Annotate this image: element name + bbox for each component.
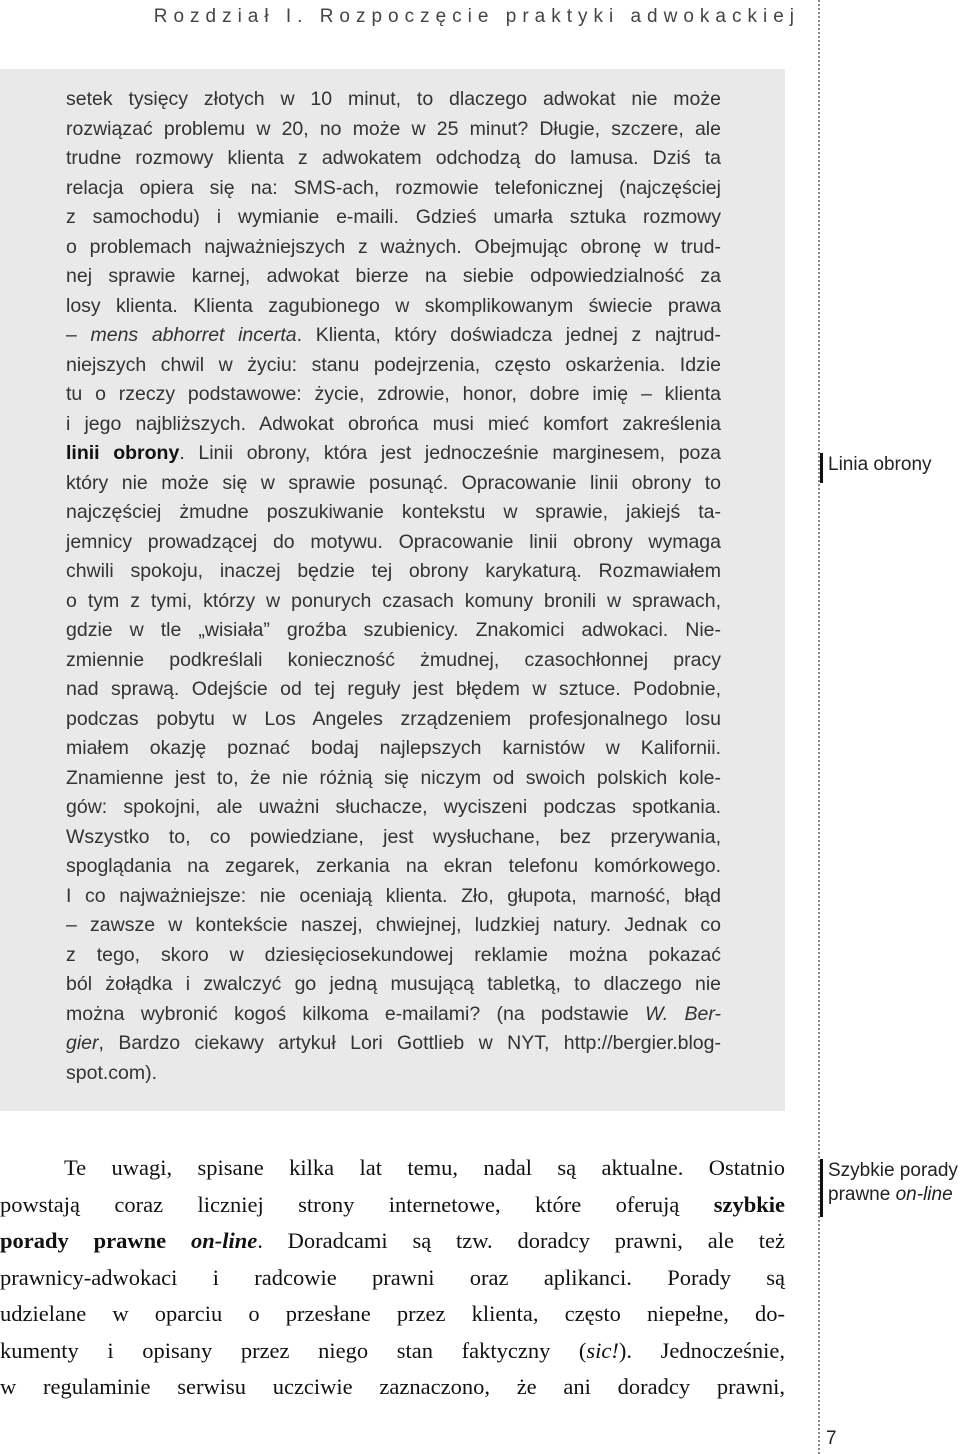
quote-line: z samochodu) i wymianie e-maili. Gdzieś umarła sztuka rozmowy: [66, 206, 721, 228]
margin-note-linia-obrony: [820, 453, 960, 477]
quote-line: ból żołądka i zwalczyć go jedną musującą tabletką, to dlaczego nie: [66, 973, 721, 995]
quote-line: który nie może się w sprawie posunąć. Opracowanie linii obrony to: [66, 471, 721, 494]
quote-line: nej sprawie karnej, adwokat bierze na siebie odpowiedzialność za: [66, 265, 721, 287]
running-header: Rozdział I. Rozpoczęcie praktyki adwokackiej: [153, 6, 800, 27]
margin-divider: [818, 0, 820, 1454]
quote-line: Wszystko to, co powiedziane, jest wysłuchane, bez przerywania,: [66, 825, 721, 848]
key-term: szybkie: [713, 1191, 785, 1217]
dash: –: [66, 324, 91, 346]
quote-line: tu o rzeczy podstawowe: życie, zdrowie, honor, dobre imię – klienta: [66, 383, 721, 405]
body-line: [0, 1187, 785, 1224]
margin-note-bar: [820, 453, 823, 483]
margin-note-bar: [820, 1159, 823, 1217]
quote-line: najczęściej żmudne poszukiwanie kontekstu w sprawie, jakiejś ta-: [66, 501, 721, 523]
quote-line: [66, 1029, 721, 1059]
body-line: [0, 1333, 785, 1370]
quote-text: [66, 85, 721, 1088]
key-term-italic: on-line: [190, 1228, 258, 1253]
quote-line: gdzie w tle „wisiała” groźba szubienicy. Znakomici adwokaci. Nie-: [66, 619, 721, 641]
quote-line: rozwiązać problemu w 20, no może w 25 minut? Długie, szczere, ale: [66, 117, 721, 140]
quote-line: spoglądania na zegarek, zerkania na ekran telefonu komórkowego.: [66, 855, 721, 877]
key-term: linii obrony: [66, 442, 180, 464]
key-term-part: porady prawne: [0, 1228, 191, 1253]
author-name: W. Ber-: [645, 1002, 721, 1025]
quote-line: [66, 1000, 721, 1030]
body-fragment: ). Jednocześnie,: [618, 1337, 785, 1363]
quote-line: jemnicy prowadzącej do motywu. Opracowanie linii obrony wymaga: [66, 530, 721, 553]
body-line: w regulaminie serwisu uczciwie zaznaczono, że ani doradcy prawni,: [0, 1374, 785, 1399]
quote-fragment: . Linii obrony, która jest jednocześnie marginesem, poza: [179, 442, 721, 464]
margin-note-szybkie-porady: [820, 1159, 960, 1207]
body-paragraph: [0, 1150, 785, 1406]
quote-fragment: , Bardzo ciekawy artykuł Lori Gottlieb w NYT, http://bergier.blog-: [98, 1032, 721, 1054]
margin-note-line: Szybkie porady: [828, 1160, 958, 1181]
quote-line: setek tysięcy złotych w 10 minut, to dlaczego adwokat nie może: [66, 88, 721, 110]
quote-fragment: . Klienta, który doświadcza jednej z najtrud-: [296, 324, 722, 346]
body-line: udzielane w oparciu o przesłane przez klienta, często niepełne, do-: [0, 1301, 785, 1326]
body-line: prawnicy-adwokaci i radcowie prawni oraz aplikanci. Porady są: [0, 1264, 785, 1290]
author-name: gier: [66, 1032, 99, 1054]
latin-phrase: mens abhorret incerta: [90, 324, 297, 346]
margin-note-text: [828, 1159, 960, 1207]
page-number: 7: [826, 1428, 837, 1449]
quote-line: z tego, skoro w dziesięciosekundowej reklamie można pokazać: [66, 943, 721, 966]
quote-line: niejszych chwil w życiu: stanu podejrzenia, często oskarżenia. Idzie: [66, 353, 721, 376]
quote-line: o tym z tymi, którzy w ponurych czasach komuny bronili w sprawach,: [66, 589, 721, 612]
quote-line: [66, 439, 721, 469]
quote-line: Znamienne jest to, że nie różnią się niczym od swoich polskich kole-: [66, 766, 721, 789]
body-fragment: kumenty i opisany przez niego stan faktyczny (: [0, 1337, 587, 1363]
quote-line: losy klienta. Klienta zagubionego w skomplikowanym świecie prawa: [66, 294, 721, 317]
quote-line: nad sprawą. Odejście od tej reguły jest błędem w sztuce. Podobnie,: [66, 678, 721, 700]
sic-mark: sic!: [586, 1337, 619, 1363]
margin-note-italic: on-line: [895, 1184, 953, 1205]
body-line: [0, 1223, 785, 1260]
quote-line: [66, 321, 721, 351]
quote-box: [0, 69, 785, 1111]
body-fragment: powstają coraz liczniej strony internetowe, które oferują: [0, 1191, 714, 1217]
quote-line: gów: spokojni, ale uważni słuchacze, wyciszeni podczas spotkania.: [66, 796, 721, 818]
quote-line: – zawsze w kontekście naszej, chwiejnej, ludzkiej natury. Jednak co: [66, 914, 721, 936]
quote-line: trudne rozmowy klienta z adwokatem odchodzą do lamusa. Dziś ta: [66, 147, 721, 169]
quote-line: chwili spokoju, inaczej będzie tej obrony karykaturą. Rozmawiałem: [66, 560, 721, 582]
quote-line: i jego najbliższych. Adwokat obrońca musi mieć komfort zakreślenia: [66, 412, 721, 435]
quote-line: miałem okazję poznać bodaj najlepszych karnistów w Kalifornii.: [66, 737, 721, 759]
quote-fragment: można wybronić kogoś kilkoma e-mailami? (na podstawie: [66, 1002, 646, 1025]
key-term: [0, 1228, 257, 1253]
quote-line: I co najważniejsze: nie oceniają klienta. Zło, głupota, marność, błąd: [66, 884, 721, 907]
quote-line: relacja opiera się na: SMS-ach, rozmowie telefonicznej (najczęściej: [66, 176, 721, 199]
margin-note-text: Linia obrony: [828, 454, 932, 475]
body-line: Te uwagi, spisane kilka lat temu, nadal są aktualne. Ostatnio: [64, 1155, 785, 1180]
quote-line: spot.com).: [66, 1061, 158, 1084]
margin-note-fragment: prawne: [828, 1184, 896, 1205]
body-fragment: . Doradcami są tzw. doradcy prawni, ale też: [257, 1228, 786, 1253]
margin-note-line: [828, 1183, 960, 1207]
quote-line: o problemach najważniejszych z ważnych. Obejmując obronę w trud-: [66, 235, 721, 258]
quote-line: zmiennie podkreślali konieczność żmudnej, czasochłonnej pracy: [66, 648, 721, 671]
quote-line: podczas pobytu w Los Angeles zrządzeniem profesjonalnego losu: [66, 707, 721, 730]
